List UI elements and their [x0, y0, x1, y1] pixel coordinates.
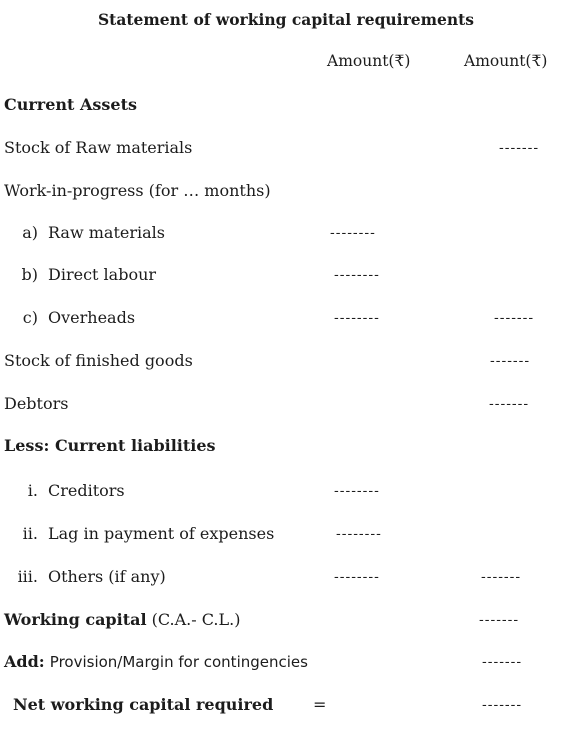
item-number: i.: [27, 481, 38, 500]
debtors-amount: -------: [489, 396, 530, 412]
item-number: c): [22, 308, 38, 327]
item-label: Creditors: [48, 481, 125, 500]
working-capital-amount: -------: [479, 612, 520, 628]
item-label: Raw materials: [48, 223, 165, 242]
item-number: a): [22, 223, 38, 242]
item-label: Lag in payment of expenses: [48, 524, 275, 543]
net-working-capital-amount: -------: [482, 697, 523, 713]
current-liabilities-total: -------: [481, 569, 522, 585]
item-number: iii.: [17, 567, 38, 586]
equals-sign: =: [313, 695, 327, 714]
item-label: Overheads: [48, 308, 136, 327]
wip-overheads-amount: --------: [334, 310, 380, 326]
others-item: [0, 567, 166, 587]
amount-header-col2: Amount(₹): [464, 52, 548, 70]
raw-materials-stock-label: Stock of Raw materials: [4, 138, 193, 157]
wip-overheads-item: [0, 308, 135, 328]
amount-header-col1: Amount(₹): [327, 52, 411, 70]
finished-goods-label: Stock of finished goods: [4, 351, 193, 370]
current-liabilities-text: Current liabilities: [54, 436, 216, 455]
provision-label: [4, 652, 308, 672]
working-capital-formula: (C.A.- C.L.): [151, 610, 241, 629]
wip-raw-materials-amount: --------: [330, 225, 376, 241]
finished-goods-amount: -------: [490, 353, 531, 369]
debtors-label: Debtors: [4, 394, 69, 413]
current-assets-heading: Current Assets: [4, 95, 138, 114]
statement-title: Statement of working capital requirements: [97, 10, 475, 29]
lag-payment-amount: --------: [336, 526, 382, 542]
others-amount: --------: [334, 569, 380, 585]
creditors-item: [0, 481, 125, 501]
working-capital-label: [4, 610, 240, 630]
wip-total-amount: -------: [494, 310, 535, 326]
net-working-capital-label: Net working capital required: [13, 695, 274, 714]
provision-text: Provision/Margin for contingencies: [49, 653, 308, 671]
item-number: ii.: [22, 524, 38, 543]
working-capital-text: Working capital: [4, 610, 147, 629]
add-prefix: Add:: [4, 652, 45, 671]
wip-direct-labour-amount: --------: [334, 267, 380, 283]
wip-direct-labour-item: [0, 265, 156, 285]
provision-amount: -------: [482, 654, 523, 670]
lag-payment-item: [0, 524, 274, 544]
raw-materials-stock-amount: -------: [499, 140, 540, 156]
current-liabilities-heading: [4, 436, 216, 456]
creditors-amount: --------: [334, 483, 380, 499]
item-label: Others (if any): [48, 567, 166, 586]
item-number: b): [21, 265, 38, 284]
wip-raw-materials-item: [0, 223, 165, 243]
wip-label: Work-in-progress (for … months): [4, 181, 271, 200]
less-prefix: Less:: [4, 436, 50, 455]
item-label: Direct labour: [48, 265, 157, 284]
